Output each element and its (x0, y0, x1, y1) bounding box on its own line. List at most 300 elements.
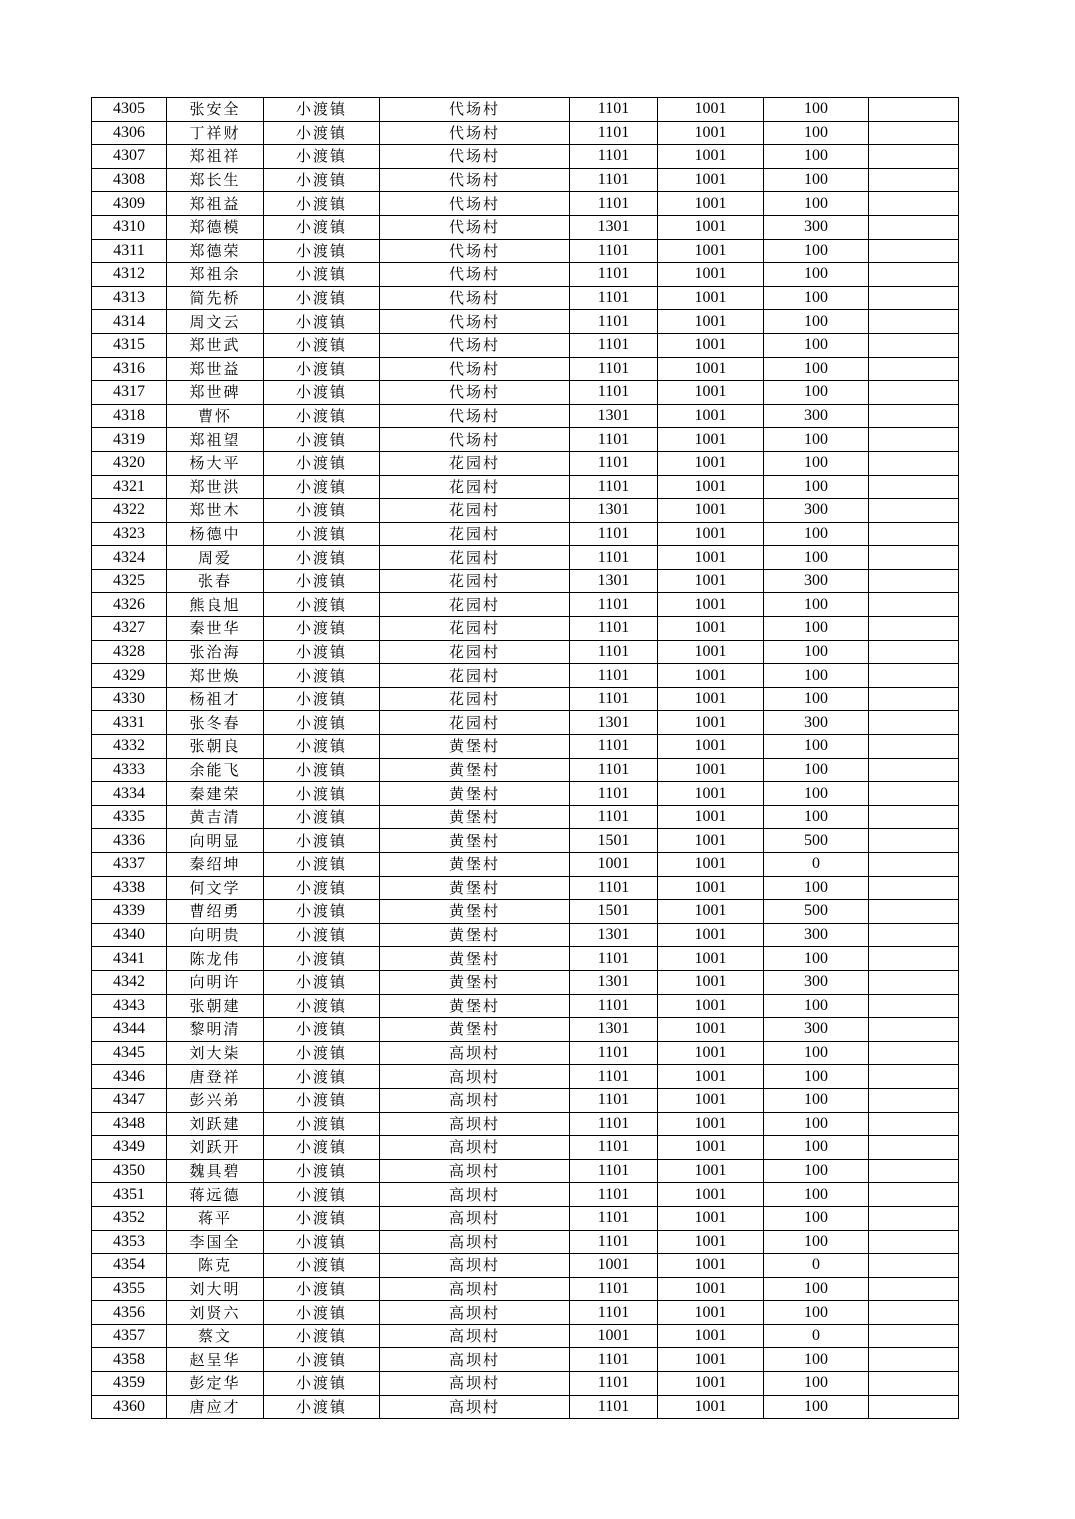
cell-note (869, 215, 959, 239)
cell-village: 高坝村 (380, 1065, 570, 1089)
cell-person-name: 彭定华 (167, 1372, 264, 1396)
cell-code-a: 1101 (570, 286, 658, 310)
cell-town: 小渡镇 (264, 404, 380, 428)
cell-amount: 100 (764, 735, 869, 759)
table-row (92, 853, 959, 877)
cell-town: 小渡镇 (264, 805, 380, 829)
cell-note (869, 640, 959, 664)
cell-person-name: 张朝建 (167, 994, 264, 1018)
cell-code-a: 1101 (570, 1206, 658, 1230)
cell-serial-number: 4325 (92, 569, 167, 593)
cell-village: 高坝村 (380, 1277, 570, 1301)
cell-serial-number: 4330 (92, 687, 167, 711)
table-row (92, 876, 959, 900)
cell-town: 小渡镇 (264, 1324, 380, 1348)
table-row (92, 735, 959, 759)
cell-serial-number: 4319 (92, 428, 167, 452)
cell-village: 代场村 (380, 310, 570, 334)
cell-note (869, 499, 959, 523)
cell-town: 小渡镇 (264, 1206, 380, 1230)
cell-amount: 300 (764, 711, 869, 735)
cell-town: 小渡镇 (264, 1277, 380, 1301)
table-row (92, 1159, 959, 1183)
cell-code-b: 1001 (658, 121, 764, 145)
cell-serial-number: 4352 (92, 1206, 167, 1230)
cell-code-a: 1301 (570, 970, 658, 994)
cell-serial-number: 4348 (92, 1112, 167, 1136)
cell-person-name: 杨德中 (167, 522, 264, 546)
cell-town: 小渡镇 (264, 475, 380, 499)
cell-person-name: 秦建荣 (167, 782, 264, 806)
cell-person-name: 余能飞 (167, 758, 264, 782)
cell-code-b: 1001 (658, 923, 764, 947)
cell-note (869, 451, 959, 475)
cell-person-name: 郑祖余 (167, 263, 264, 287)
cell-village: 黄堡村 (380, 970, 570, 994)
table-row (92, 381, 959, 405)
cell-serial-number: 4359 (92, 1372, 167, 1396)
cell-town: 小渡镇 (264, 499, 380, 523)
cell-note (869, 1065, 959, 1089)
cell-serial-number: 4311 (92, 239, 167, 263)
cell-code-b: 1001 (658, 168, 764, 192)
cell-serial-number: 4307 (92, 145, 167, 169)
cell-serial-number: 4306 (92, 121, 167, 145)
table-row (92, 640, 959, 664)
table-row (92, 829, 959, 853)
cell-person-name: 黎明清 (167, 1018, 264, 1042)
cell-village: 黄堡村 (380, 805, 570, 829)
cell-amount: 500 (764, 829, 869, 853)
cell-note (869, 829, 959, 853)
roster-table (91, 97, 959, 1419)
cell-code-a: 1101 (570, 333, 658, 357)
table-row (92, 1065, 959, 1089)
table-row (92, 1348, 959, 1372)
cell-village: 代场村 (380, 168, 570, 192)
cell-village: 代场村 (380, 215, 570, 239)
cell-amount: 100 (764, 1348, 869, 1372)
cell-town: 小渡镇 (264, 286, 380, 310)
cell-person-name: 向明显 (167, 829, 264, 853)
cell-town: 小渡镇 (264, 1088, 380, 1112)
cell-note (869, 1159, 959, 1183)
cell-town: 小渡镇 (264, 1018, 380, 1042)
cell-person-name: 赵呈华 (167, 1348, 264, 1372)
table-row (92, 1324, 959, 1348)
cell-serial-number: 4355 (92, 1277, 167, 1301)
cell-code-a: 1101 (570, 617, 658, 641)
cell-person-name: 杨大平 (167, 451, 264, 475)
cell-code-a: 1101 (570, 1065, 658, 1089)
cell-serial-number: 4340 (92, 923, 167, 947)
cell-person-name: 周爱 (167, 546, 264, 570)
cell-person-name: 蒋远德 (167, 1183, 264, 1207)
cell-village: 黄堡村 (380, 853, 570, 877)
cell-code-a: 1501 (570, 829, 658, 853)
cell-code-b: 1001 (658, 711, 764, 735)
cell-code-a: 1101 (570, 687, 658, 711)
cell-village: 黄堡村 (380, 758, 570, 782)
cell-code-b: 1001 (658, 1018, 764, 1042)
cell-amount: 100 (764, 1395, 869, 1419)
cell-person-name: 丁祥财 (167, 121, 264, 145)
cell-village: 高坝村 (380, 1324, 570, 1348)
cell-serial-number: 4317 (92, 381, 167, 405)
cell-serial-number: 4314 (92, 310, 167, 334)
cell-amount: 100 (764, 428, 869, 452)
cell-note (869, 1136, 959, 1160)
cell-code-b: 1001 (658, 947, 764, 971)
cell-town: 小渡镇 (264, 357, 380, 381)
roster-table-body (92, 98, 959, 1419)
table-row (92, 758, 959, 782)
cell-code-b: 1001 (658, 475, 764, 499)
table-row (92, 1018, 959, 1042)
table-row (92, 994, 959, 1018)
cell-person-name: 彭兴弟 (167, 1088, 264, 1112)
table-row (92, 782, 959, 806)
cell-amount: 300 (764, 923, 869, 947)
cell-note (869, 758, 959, 782)
cell-code-a: 1101 (570, 1112, 658, 1136)
cell-amount: 100 (764, 664, 869, 688)
cell-village: 高坝村 (380, 1041, 570, 1065)
cell-person-name: 秦绍坤 (167, 853, 264, 877)
cell-person-name: 秦世华 (167, 617, 264, 641)
cell-village: 代场村 (380, 263, 570, 287)
cell-code-b: 1001 (658, 522, 764, 546)
cell-person-name: 熊良旭 (167, 593, 264, 617)
cell-note (869, 121, 959, 145)
table-row (92, 404, 959, 428)
cell-note (869, 994, 959, 1018)
cell-village: 高坝村 (380, 1112, 570, 1136)
cell-amount: 100 (764, 782, 869, 806)
cell-note (869, 1277, 959, 1301)
cell-serial-number: 4343 (92, 994, 167, 1018)
table-row (92, 428, 959, 452)
cell-amount: 100 (764, 1206, 869, 1230)
table-row (92, 451, 959, 475)
cell-person-name: 郑世碑 (167, 381, 264, 405)
cell-serial-number: 4356 (92, 1301, 167, 1325)
cell-code-a: 1101 (570, 239, 658, 263)
cell-note (869, 853, 959, 877)
cell-code-b: 1001 (658, 1136, 764, 1160)
cell-code-a: 1101 (570, 1301, 658, 1325)
cell-code-a: 1101 (570, 1372, 658, 1396)
cell-amount: 100 (764, 1088, 869, 1112)
cell-code-a: 1101 (570, 451, 658, 475)
cell-person-name: 刘大柒 (167, 1041, 264, 1065)
cell-serial-number: 4351 (92, 1183, 167, 1207)
cell-town: 小渡镇 (264, 947, 380, 971)
table-row (92, 1206, 959, 1230)
cell-village: 代场村 (380, 333, 570, 357)
cell-note (869, 1395, 959, 1419)
table-row (92, 357, 959, 381)
cell-amount: 0 (764, 1254, 869, 1278)
cell-amount: 100 (764, 994, 869, 1018)
cell-person-name: 郑德荣 (167, 239, 264, 263)
cell-note (869, 782, 959, 806)
cell-village: 花园村 (380, 711, 570, 735)
cell-person-name: 向明许 (167, 970, 264, 994)
cell-code-a: 1101 (570, 1136, 658, 1160)
cell-village: 高坝村 (380, 1372, 570, 1396)
cell-village: 代场村 (380, 121, 570, 145)
cell-code-a: 1301 (570, 404, 658, 428)
cell-note (869, 168, 959, 192)
cell-code-a: 1101 (570, 381, 658, 405)
cell-town: 小渡镇 (264, 923, 380, 947)
cell-village: 黄堡村 (380, 876, 570, 900)
cell-code-a: 1101 (570, 947, 658, 971)
cell-amount: 100 (764, 1230, 869, 1254)
table-row (92, 687, 959, 711)
cell-serial-number: 4328 (92, 640, 167, 664)
cell-town: 小渡镇 (264, 687, 380, 711)
cell-town: 小渡镇 (264, 1159, 380, 1183)
cell-code-a: 1101 (570, 428, 658, 452)
cell-amount: 100 (764, 1277, 869, 1301)
cell-person-name: 曹绍勇 (167, 900, 264, 924)
cell-town: 小渡镇 (264, 569, 380, 593)
cell-code-a: 1101 (570, 121, 658, 145)
table-row (92, 98, 959, 122)
cell-note (869, 357, 959, 381)
cell-serial-number: 4326 (92, 593, 167, 617)
cell-serial-number: 4329 (92, 664, 167, 688)
cell-amount: 100 (764, 1112, 869, 1136)
table-row (92, 499, 959, 523)
cell-note (869, 569, 959, 593)
cell-code-a: 1101 (570, 994, 658, 1018)
cell-amount: 100 (764, 687, 869, 711)
cell-amount: 500 (764, 900, 869, 924)
cell-person-name: 郑世益 (167, 357, 264, 381)
cell-note (869, 381, 959, 405)
cell-amount: 100 (764, 192, 869, 216)
cell-village: 花园村 (380, 451, 570, 475)
cell-village: 高坝村 (380, 1136, 570, 1160)
cell-serial-number: 4338 (92, 876, 167, 900)
table-row (92, 333, 959, 357)
cell-code-b: 1001 (658, 1041, 764, 1065)
cell-code-b: 1001 (658, 1065, 764, 1089)
cell-code-a: 1001 (570, 853, 658, 877)
table-row (92, 286, 959, 310)
table-row (92, 475, 959, 499)
cell-amount: 0 (764, 1324, 869, 1348)
cell-amount: 100 (764, 381, 869, 405)
cell-note (869, 546, 959, 570)
cell-amount: 300 (764, 1018, 869, 1042)
cell-note (869, 1372, 959, 1396)
cell-code-b: 1001 (658, 876, 764, 900)
cell-code-a: 1101 (570, 145, 658, 169)
cell-code-a: 1101 (570, 263, 658, 287)
cell-note (869, 711, 959, 735)
cell-person-name: 郑世木 (167, 499, 264, 523)
cell-code-a: 1301 (570, 569, 658, 593)
cell-town: 小渡镇 (264, 617, 380, 641)
cell-code-a: 1101 (570, 805, 658, 829)
cell-code-b: 1001 (658, 192, 764, 216)
cell-note (869, 1088, 959, 1112)
cell-note (869, 664, 959, 688)
cell-town: 小渡镇 (264, 876, 380, 900)
cell-code-a: 1101 (570, 758, 658, 782)
cell-note (869, 145, 959, 169)
cell-amount: 100 (764, 475, 869, 499)
cell-person-name: 郑祖祥 (167, 145, 264, 169)
cell-village: 高坝村 (380, 1395, 570, 1419)
cell-person-name: 陈克 (167, 1254, 264, 1278)
cell-note (869, 333, 959, 357)
cell-town: 小渡镇 (264, 829, 380, 853)
cell-serial-number: 4335 (92, 805, 167, 829)
cell-person-name: 周文云 (167, 310, 264, 334)
cell-note (869, 735, 959, 759)
cell-serial-number: 4336 (92, 829, 167, 853)
cell-code-a: 1101 (570, 735, 658, 759)
cell-amount: 300 (764, 215, 869, 239)
cell-serial-number: 4341 (92, 947, 167, 971)
cell-person-name: 刘跃建 (167, 1112, 264, 1136)
cell-person-name: 郑德模 (167, 215, 264, 239)
cell-town: 小渡镇 (264, 853, 380, 877)
cell-code-b: 1001 (658, 1230, 764, 1254)
cell-village: 花园村 (380, 546, 570, 570)
cell-code-a: 1101 (570, 640, 658, 664)
cell-village: 代场村 (380, 404, 570, 428)
cell-village: 代场村 (380, 286, 570, 310)
cell-village: 代场村 (380, 239, 570, 263)
cell-amount: 100 (764, 121, 869, 145)
cell-note (869, 1301, 959, 1325)
cell-amount: 100 (764, 1041, 869, 1065)
cell-person-name: 陈龙伟 (167, 947, 264, 971)
table-row (92, 1136, 959, 1160)
cell-serial-number: 4323 (92, 522, 167, 546)
cell-serial-number: 4334 (92, 782, 167, 806)
cell-person-name: 郑祖望 (167, 428, 264, 452)
cell-code-b: 1001 (658, 215, 764, 239)
cell-code-b: 1001 (658, 853, 764, 877)
table-row (92, 168, 959, 192)
cell-note (869, 900, 959, 924)
cell-serial-number: 4344 (92, 1018, 167, 1042)
cell-note (869, 1112, 959, 1136)
cell-code-a: 1301 (570, 499, 658, 523)
cell-village: 高坝村 (380, 1348, 570, 1372)
cell-serial-number: 4331 (92, 711, 167, 735)
table-row (92, 1254, 959, 1278)
cell-code-a: 1101 (570, 593, 658, 617)
cell-town: 小渡镇 (264, 381, 380, 405)
cell-code-a: 1501 (570, 900, 658, 924)
table-row (92, 215, 959, 239)
cell-town: 小渡镇 (264, 451, 380, 475)
cell-person-name: 向明贵 (167, 923, 264, 947)
cell-code-b: 1001 (658, 593, 764, 617)
cell-code-a: 1101 (570, 664, 658, 688)
cell-code-b: 1001 (658, 664, 764, 688)
cell-serial-number: 4360 (92, 1395, 167, 1419)
cell-amount: 100 (764, 805, 869, 829)
cell-person-name: 蔡文 (167, 1324, 264, 1348)
cell-village: 黄堡村 (380, 1018, 570, 1042)
cell-amount: 100 (764, 947, 869, 971)
cell-person-name: 杨祖才 (167, 687, 264, 711)
cell-code-a: 1101 (570, 1183, 658, 1207)
cell-code-a: 1101 (570, 1348, 658, 1372)
cell-serial-number: 4324 (92, 546, 167, 570)
cell-serial-number: 4337 (92, 853, 167, 877)
cell-code-b: 1001 (658, 805, 764, 829)
cell-person-name: 郑世洪 (167, 475, 264, 499)
cell-village: 黄堡村 (380, 735, 570, 759)
cell-code-b: 1001 (658, 829, 764, 853)
cell-code-b: 1001 (658, 687, 764, 711)
cell-town: 小渡镇 (264, 1136, 380, 1160)
cell-code-b: 1001 (658, 1112, 764, 1136)
cell-code-a: 1001 (570, 1254, 658, 1278)
cell-serial-number: 4345 (92, 1041, 167, 1065)
table-row (92, 1041, 959, 1065)
cell-town: 小渡镇 (264, 522, 380, 546)
cell-amount: 100 (764, 593, 869, 617)
cell-person-name: 张朝良 (167, 735, 264, 759)
cell-village: 黄堡村 (380, 923, 570, 947)
cell-village: 花园村 (380, 499, 570, 523)
cell-town: 小渡镇 (264, 593, 380, 617)
table-row (92, 947, 959, 971)
cell-code-b: 1001 (658, 617, 764, 641)
cell-code-a: 1101 (570, 1230, 658, 1254)
cell-serial-number: 4309 (92, 192, 167, 216)
cell-town: 小渡镇 (264, 239, 380, 263)
cell-town: 小渡镇 (264, 1065, 380, 1089)
cell-code-a: 1101 (570, 1041, 658, 1065)
table-row (92, 546, 959, 570)
table-row (92, 664, 959, 688)
cell-village: 高坝村 (380, 1230, 570, 1254)
cell-serial-number: 4320 (92, 451, 167, 475)
cell-note (869, 475, 959, 499)
cell-note (869, 522, 959, 546)
cell-village: 花园村 (380, 617, 570, 641)
cell-serial-number: 4358 (92, 1348, 167, 1372)
cell-amount: 300 (764, 499, 869, 523)
cell-village: 花园村 (380, 569, 570, 593)
cell-serial-number: 4305 (92, 98, 167, 122)
cell-note (869, 310, 959, 334)
cell-note (869, 404, 959, 428)
cell-town: 小渡镇 (264, 735, 380, 759)
cell-person-name: 刘贤六 (167, 1301, 264, 1325)
cell-note (869, 617, 959, 641)
cell-amount: 100 (764, 1301, 869, 1325)
cell-code-a: 1101 (570, 310, 658, 334)
table-row (92, 1301, 959, 1325)
cell-note (869, 286, 959, 310)
cell-serial-number: 4347 (92, 1088, 167, 1112)
cell-code-b: 1001 (658, 428, 764, 452)
cell-code-b: 1001 (658, 499, 764, 523)
